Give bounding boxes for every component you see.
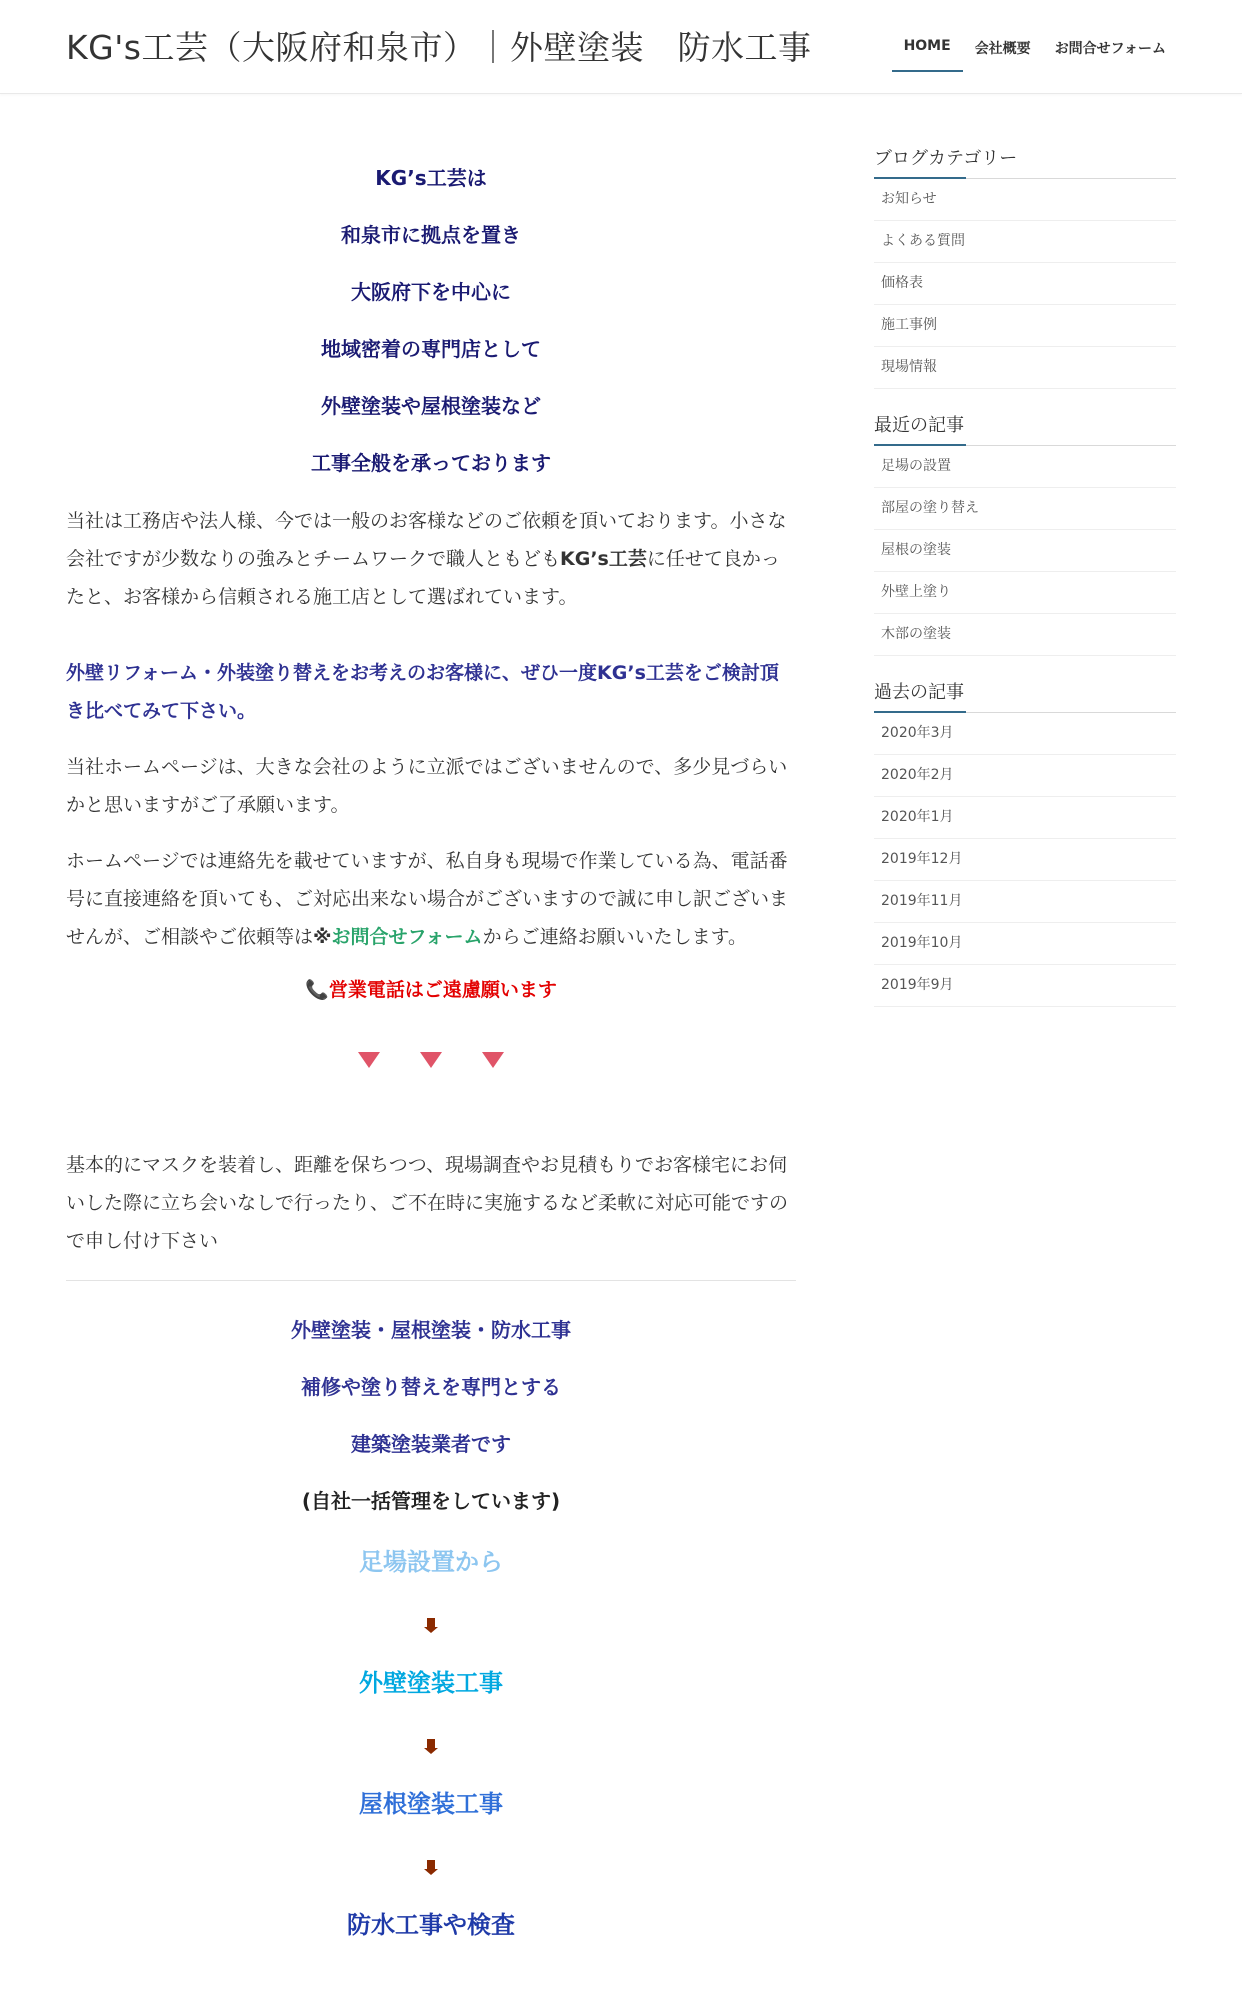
recent-post-item[interactable]: 外壁上塗り	[874, 572, 1176, 614]
categories-title: ブログカテゴリー	[874, 140, 1176, 179]
intro-line: 外壁塗装や屋根塗装など	[321, 394, 541, 418]
categories-list	[874, 179, 1176, 389]
phone-icon: 📞	[305, 979, 329, 1001]
archive-item[interactable]: 2020年1月	[874, 797, 1176, 839]
service-line: 建築塗装業者です	[351, 1432, 511, 1456]
archive-item[interactable]: 2020年3月	[874, 713, 1176, 755]
triangle-down-icon	[358, 1052, 380, 1068]
flow-step-scaffold: 足場設置から	[359, 1548, 503, 1576]
flow-step-wall: 外壁塗装工事	[359, 1669, 503, 1697]
archive-item[interactable]: 2019年11月	[874, 881, 1176, 923]
archive-item[interactable]: 2019年10月	[874, 923, 1176, 965]
intro-line: 地域密着の専門店として	[321, 337, 541, 361]
category-item[interactable]: 施工事例	[874, 305, 1176, 347]
recent-list	[874, 446, 1176, 656]
company-name-bold: KG’s工芸	[560, 548, 647, 570]
recent-post-item[interactable]: 木部の塗装	[874, 614, 1176, 656]
recommend-paragraph: 外壁リフォーム・外装塗り替えをお考えのお客様に、ぜひ一度KG’s工芸をご検討頂き比べてみて下さい。	[66, 662, 779, 722]
category-item[interactable]: よくある質問	[874, 221, 1176, 263]
nav-home[interactable]: HOME	[904, 38, 951, 58]
archive-item[interactable]: 2020年2月	[874, 755, 1176, 797]
flow-step-roof: 屋根塗装工事	[359, 1790, 503, 1818]
triangle-down-icon	[420, 1052, 442, 1068]
flow-arrow	[66, 1715, 796, 1772]
intro-paragraph: 当社は工務店や法人様、今では一般のお客様などのご依頼を頂いております。小さな会社ですが少数なりの強みとチームワークで職人ともどもKG’s工芸に任せて良かったと、お客様から信頼される施工店として選ばれています。	[66, 510, 787, 608]
no-sales-calls: 📞営業電話はご遠慮願います	[305, 979, 557, 1001]
recent-title: 最近の記事	[874, 407, 1176, 446]
main-nav	[880, 38, 1166, 58]
recent-post-item[interactable]: 足場の設置	[874, 446, 1176, 488]
flow-step-waterproof: 防水工事や検査	[347, 1911, 515, 1939]
recent-post-item[interactable]: 部屋の塗り替え	[874, 488, 1176, 530]
arrow-down-icon	[427, 1618, 435, 1627]
archive-item[interactable]: 2019年9月	[874, 965, 1176, 1007]
service-line: 補修や塗り替えを専門とする	[301, 1375, 561, 1399]
intro-line: 大阪府下を中心に	[351, 280, 511, 304]
archive-item[interactable]: 2019年12月	[874, 839, 1176, 881]
intro-line: KG’s工芸は	[375, 166, 487, 190]
flow-arrow	[66, 1836, 796, 1893]
contact-form-link[interactable]: お問合せフォーム	[331, 926, 483, 948]
main-content	[66, 150, 796, 1957]
category-item[interactable]: 現場情報	[874, 347, 1176, 389]
nav-company[interactable]: 会社概要	[974, 41, 1031, 57]
flow-arrow	[66, 1594, 796, 1651]
homepage-note: 当社ホームページは、大きな会社のように立派ではございませんので、多少見づらいかと思いますがご了承願います。	[66, 756, 788, 816]
site-header	[0, 0, 1242, 94]
down-triangles	[66, 1052, 796, 1068]
mask-paragraph: 基本的にマスクを装着し、距離を保ちつつ、現場調査やお見積もりでお客様宅にお伺いした際に立ち会いなしで行ったり、ご不在時に実施するなど柔軟に対応可能ですので申し付け下さい	[66, 1154, 789, 1252]
category-item[interactable]: 価格表	[874, 263, 1176, 305]
contact-paragraph: ホームページでは連絡先を載せていますが、私自身も現場で作業している為、電話番号に直接連絡を頂いても、ご対応出来ない場合がございますので誠に申し訳ございませんが、ご相談やご依頼等は※お問合せフォームからご連絡お願いいたします。	[66, 850, 789, 948]
self-manage-note: (自社一括管理をしています)	[301, 1489, 561, 1513]
intro-line: 工事全般を承っております	[311, 451, 551, 475]
archive-title: 過去の記事	[874, 674, 1176, 713]
category-item[interactable]: お知らせ	[874, 179, 1176, 221]
sidebar	[874, 140, 1176, 1025]
recent-post-item[interactable]: 屋根の塗装	[874, 530, 1176, 572]
arrow-down-icon	[427, 1860, 435, 1869]
service-line: 外壁塗装・屋根塗装・防水工事	[291, 1318, 571, 1342]
nav-contact-form[interactable]: お問合せフォーム	[1054, 41, 1166, 57]
arrow-down-icon	[427, 1739, 435, 1748]
intro-line: 和泉市に拠点を置き	[341, 223, 521, 247]
triangle-down-icon	[482, 1052, 504, 1068]
site-title[interactable]: KG's工芸（大阪府和泉市）｜外壁塗装 防水工事	[66, 28, 812, 67]
archive-list	[874, 713, 1176, 1007]
